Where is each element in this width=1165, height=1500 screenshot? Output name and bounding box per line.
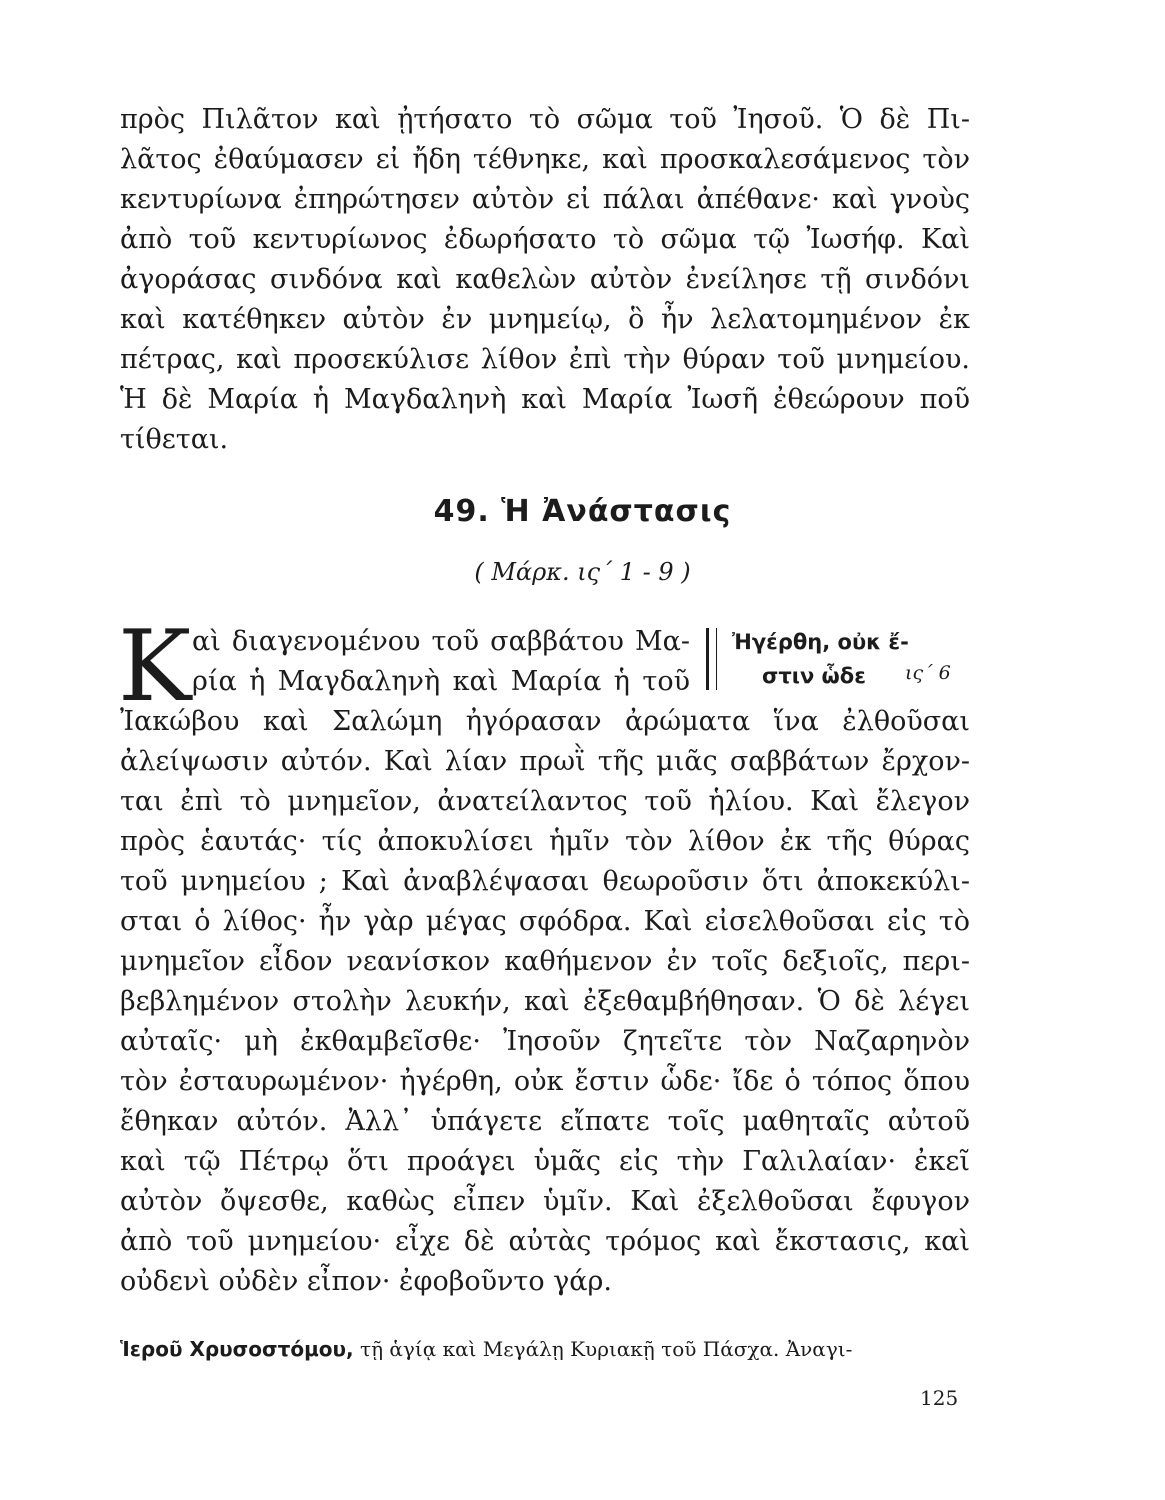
section-heading: 49. Ἡ Ἀνάστασις xyxy=(433,494,732,529)
text-line: ται ἐπὶ τὸ μνημεῖον, ἀνατείλαντος τοῦ ἡλίου. Καὶ ἔλεγον xyxy=(120,786,970,817)
side-note-reference: ις΄ 6 xyxy=(905,662,951,684)
text-line: σται ὁ λίθος· ἦν γὰρ μέγας σφόδρα. Καὶ εἰσελθοῦσαι εἰς τὸ xyxy=(120,906,970,937)
side-note: στιν ὧδε xyxy=(762,664,866,688)
text-line: πρὸς Πιλᾶτον καὶ ᾐτήσατο τὸ σῶμα τοῦ Ἰησοῦ. Ὁ δὲ Πι- xyxy=(120,104,970,135)
text-line: αὶ διαγενομένου τοῦ σαββάτου Μα- xyxy=(192,626,690,657)
text-line: ἀπὸ τοῦ μνημείου· εἶχε δὲ αὐτὰς τρόμος καὶ ἔκστασις, καὶ xyxy=(120,1226,970,1257)
text-line: τοῦ μνημείου ; Καὶ ἀναβλέψασαι θεωροῦσιν ὅτι ἀποκεκύλι- xyxy=(120,866,970,897)
text-line: Ἡ δὲ Μαρία ἡ Μαγδαληνὴ καὶ Μαρία Ἰωσῆ ἐθεώρουν ποῦ xyxy=(120,384,970,415)
text-line: Ἰακώβου καὶ Σαλώμη ἠγόρασαν ἀρώματα ἵνα ἐλθοῦσαι xyxy=(120,706,970,737)
text-line: ἀπὸ τοῦ κεντυρίωνος ἐδωρήσατο τὸ σῶμα τῷ Ἰωσήφ. Καὶ xyxy=(120,224,970,255)
page-number: 125 xyxy=(920,1386,959,1410)
text-line: καὶ κατέθηκεν αὐτὸν ἐν μνημείῳ, ὃ ἦν λελατομημένον ἐκ xyxy=(120,304,970,335)
text-line: ἀλείψωσιν αὐτόν. Καὶ λίαν πρωῒ τῆς μιᾶς σαββάτων ἔρχον- xyxy=(120,746,970,777)
footnote xyxy=(120,1334,970,1364)
text-line: βεβλημένον στολὴν λευκήν, καὶ ἐξεθαμβήθησαν. Ὁ δὲ λέγει xyxy=(120,986,970,1017)
text-line: πέτρας, καὶ προσεκύλισε λίθον ἐπὶ τὴν θύραν τοῦ μνημείου. xyxy=(120,344,970,375)
side-note: Ἠγέρθη, οὐκ ἔ- xyxy=(732,630,909,654)
text-line: ρία ἡ Μαγδαληνὴ καὶ Μαρία ἡ τοῦ xyxy=(192,666,690,697)
text-line: τὸν ἐσταυρωμένον· ἠγέρθη, οὐκ ἔστιν ὧδε· ἴδε ὁ τόπος ὅπου xyxy=(120,1066,970,1097)
text-line: οὐδενὶ οὐδὲν εἶπον· ἐφοβοῦντο γάρ. xyxy=(120,1266,612,1297)
text-line: κεντυρίωνα ἐπηρώτησεν αὐτὸν εἰ πάλαι ἀπέθανε· καὶ γνοὺς xyxy=(120,184,970,215)
text-line: τίθεται. xyxy=(120,424,229,455)
footnote-text: τῇ ἁγίᾳ καὶ Μεγάλῃ Κυριακῇ τοῦ Πάσχα. Ἀναγι- xyxy=(353,1337,853,1361)
text-line: αὐτὸν ὄψεσθε, καθὼς εἶπεν ὑμῖν. Καὶ ἐξελθοῦσαι ἔφυγον xyxy=(120,1186,970,1217)
margin-rule xyxy=(706,628,709,690)
text-line: ἔθηκαν αὐτόν. Ἀλλ᾽ ὑπάγετε εἴπατε τοῖς μαθηταῖς αὐτοῦ xyxy=(120,1106,970,1137)
margin-rule xyxy=(716,628,717,690)
text-line: αὐταῖς· μὴ ἐκθαμβεῖσθε· Ἰησοῦν ζητεῖτε τὸν Ναζαρηνὸν xyxy=(120,1026,970,1057)
footnote-author: Ἱεροῦ Χρυσοστόμου, xyxy=(120,1337,354,1361)
text-line: μνημεῖον εἶδον νεανίσκον καθήμενον ἐν τοῖς δεξιοῖς, περι- xyxy=(120,946,970,977)
text-line: πρὸς ἑαυτάς· τίς ἀποκυλίσει ἡμῖν τὸν λίθον ἐκ τῆς θύρας xyxy=(120,826,970,857)
text-line: ἀγοράσας σινδόνα καὶ καθελὼν αὐτὸν ἐνείλησε τῇ σινδόνι xyxy=(120,264,970,295)
text-line: λᾶτος ἐθαύμασεν εἰ ἤδη τέθνηκε, καὶ προσκαλεσάμενος τὸν xyxy=(120,144,970,175)
drop-cap: Κ xyxy=(118,610,192,724)
scripture-reference: ( Μάρκ. ις΄ 1 - 9 ) xyxy=(474,558,691,586)
text-line: καὶ τῷ Πέτρῳ ὅτι προάγει ὑμᾶς εἰς τὴν Γαλιλαίαν· ἐκεῖ xyxy=(120,1146,970,1177)
